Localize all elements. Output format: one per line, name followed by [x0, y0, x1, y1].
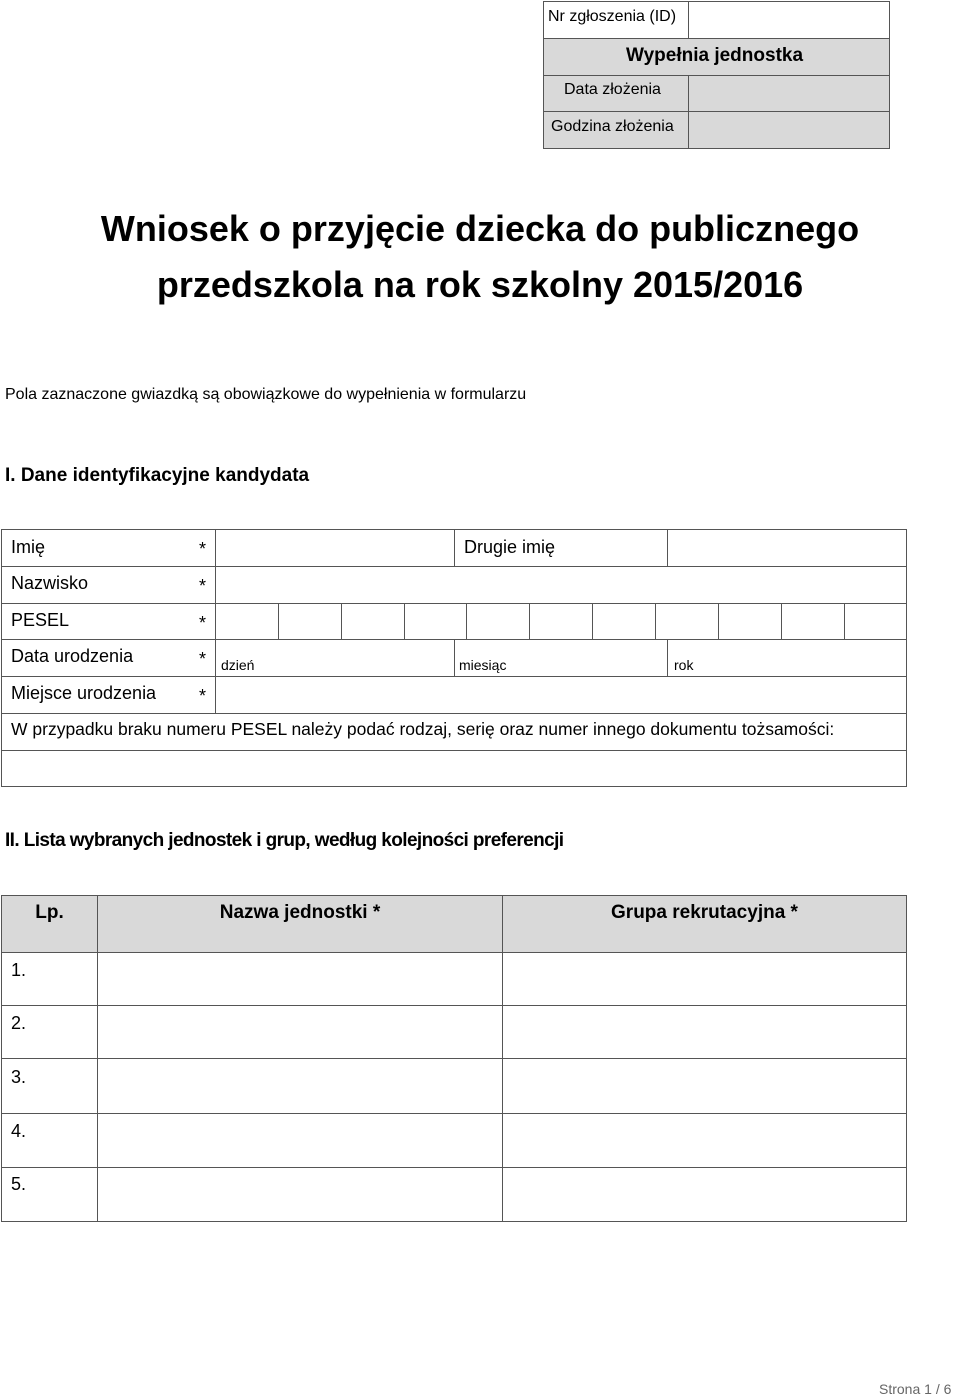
other-document-input[interactable] — [1, 750, 907, 787]
table-row-4-number: 4. — [11, 1121, 27, 1141]
birth-place-label: Miejsce urodzenia — [11, 683, 157, 703]
first-name-required-star: * — [199, 539, 207, 559]
section2-heading: II. Lista wybranych jednostek i grup, według kolejności preferencji — [5, 830, 564, 851]
birth-date-label: Data urodzenia — [11, 646, 134, 666]
pesel-required-star: * — [199, 613, 207, 633]
table-row-1-unit-input[interactable] — [97, 952, 503, 1006]
birth-place-required-star: * — [199, 686, 207, 706]
col-header-unit-name-text: Nazwa jednostki * — [219, 902, 381, 923]
pesel-digit-3[interactable] — [341, 603, 405, 640]
required-fields-note: Pola zaznaczone gwiazdką są obowiązkowe do wypełnienia w formularzu — [5, 386, 527, 403]
birth-place-input[interactable] — [215, 676, 907, 714]
first-name-label: Imię — [11, 537, 46, 557]
table-row-5-unit-input[interactable] — [97, 1167, 503, 1222]
table-row-2-number: 2. — [11, 1013, 27, 1033]
col-header-lp-text: Lp. — [35, 902, 64, 923]
pesel-digit-5[interactable] — [466, 603, 530, 640]
pesel-digit-4[interactable] — [404, 603, 467, 640]
surname-label: Nazwisko — [11, 573, 89, 593]
surname-input[interactable] — [215, 566, 907, 604]
registration-id-field[interactable] — [688, 1, 890, 39]
birth-year-input[interactable] — [667, 639, 907, 677]
table-row-3-unit-input[interactable] — [97, 1058, 503, 1114]
table-row-4-unit-input[interactable] — [97, 1113, 503, 1168]
section1-heading: I. Dane identyfikacyjne kandydata — [5, 465, 310, 486]
birth-year-label: rok — [674, 657, 694, 673]
second-name-label: Drugie imię — [464, 537, 556, 557]
registration-time-label: Godzina złożenia — [551, 118, 674, 135]
pesel-digit-6[interactable] — [529, 603, 593, 640]
no-pesel-note: W przypadku braku numeru PESEL należy podać rodzaj, serię oraz numer innego dokumentu tożsamości: — [11, 719, 835, 739]
pesel-digit-7[interactable] — [592, 603, 656, 640]
page-title-line1: Wniosek o przyjęcie dziecka do publicznego — [100, 208, 860, 249]
birth-date-required-star: * — [199, 649, 207, 669]
table-row-2-group-input[interactable] — [502, 1005, 907, 1059]
table-row-3-number: 3. — [11, 1067, 27, 1087]
pesel-digit-10[interactable] — [781, 603, 845, 640]
pesel-digit-8[interactable] — [655, 603, 719, 640]
second-name-input[interactable] — [667, 529, 907, 567]
pesel-label: PESEL — [11, 610, 70, 630]
col-header-group-text: Grupa rekrutacyjna * — [611, 902, 798, 923]
registration-id-label: Nr zgłoszenia (ID) — [548, 8, 677, 25]
pesel-digit-1[interactable] — [215, 603, 279, 640]
registration-time-field — [688, 111, 890, 149]
table-row-5-number: 5. — [11, 1174, 27, 1194]
birth-day-label: dzień — [221, 657, 255, 673]
surname-required-star: * — [199, 576, 207, 596]
page-number: Strona 1 / 6 — [879, 1381, 952, 1397]
table-row-1-group-input[interactable] — [502, 952, 907, 1006]
registration-fill-header-text: Wypełnia jednostka — [626, 45, 804, 66]
pesel-digit-2[interactable] — [278, 603, 342, 640]
pesel-digit-11[interactable] — [844, 603, 907, 640]
birth-month-label: miesiąc — [459, 657, 507, 673]
table-row-4-group-input[interactable] — [502, 1113, 907, 1168]
first-name-input[interactable] — [215, 529, 455, 567]
table-row-1-number: 1. — [11, 960, 27, 980]
table-row-3-group-input[interactable] — [502, 1058, 907, 1114]
page-title-line2: przedszkola na rok szkolny 2015/2016 — [156, 264, 804, 305]
table-row-2-unit-input[interactable] — [97, 1005, 503, 1059]
registration-date-label: Data złożenia — [564, 81, 661, 98]
pesel-digit-9[interactable] — [718, 603, 782, 640]
table-row-5-group-input[interactable] — [502, 1167, 907, 1222]
registration-date-field — [688, 75, 890, 112]
